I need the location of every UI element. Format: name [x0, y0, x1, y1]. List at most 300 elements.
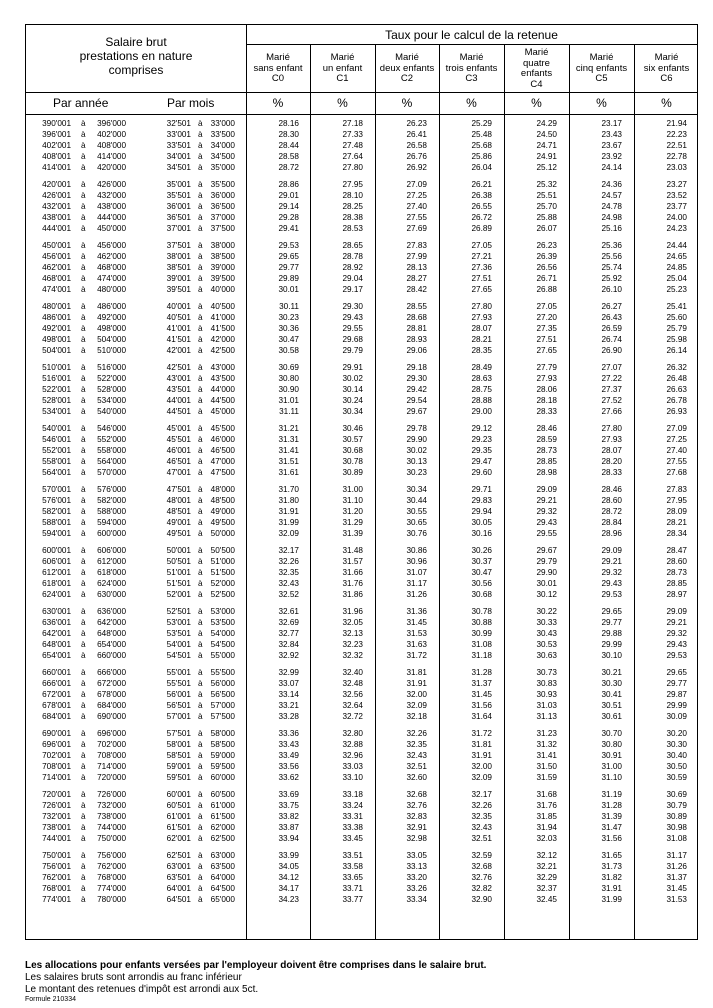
rate-cell-c5: 27.66 — [601, 407, 622, 416]
rate-cell-c3: 28.75 — [471, 385, 492, 394]
range-separator: à — [81, 180, 86, 189]
rate-cell-c6: 30.30 — [666, 740, 687, 749]
rate-cell-c0: 31.80 — [278, 496, 299, 505]
annual-salary-cell: 738'001 — [42, 823, 71, 832]
annual-salary-cell: 540'001 — [42, 424, 71, 433]
rate-cell-c4: 25.12 — [536, 163, 557, 172]
rate-cell-c3: 31.18 — [471, 651, 492, 660]
rate-cell-c6: 24.85 — [666, 263, 687, 272]
annual-salary-cell: 474'000 — [97, 274, 126, 283]
rate-cell-c4: 32.29 — [536, 873, 557, 882]
annual-salary-cell: 420'000 — [97, 163, 126, 172]
rate-cell-c5: 28.72 — [601, 507, 622, 516]
range-separator: à — [81, 895, 86, 904]
rate-cell-c4: 29.79 — [536, 557, 557, 566]
monthly-salary-cell: 51'500 — [210, 568, 235, 577]
rate-cell-c5: 29.09 — [601, 546, 622, 555]
rate-cell-c0: 29.01 — [278, 191, 299, 200]
category-line: Marié — [589, 52, 614, 64]
range-separator: à — [81, 457, 86, 466]
rate-cell-c3: 29.94 — [471, 507, 492, 516]
rate-cell-c1: 28.92 — [342, 263, 363, 272]
rate-cell-c0: 33.07 — [278, 679, 299, 688]
table-row — [26, 395, 697, 406]
monthly-salary-cell: 49'501 — [166, 529, 191, 538]
monthly-salary-cell: 58'000 — [210, 729, 235, 738]
table-row — [26, 345, 697, 356]
monthly-salary-cell: 40'000 — [210, 285, 235, 294]
range-separator: à — [81, 690, 86, 699]
annual-salary-cell: 732'000 — [97, 801, 126, 810]
monthly-salary-cell: 38'001 — [166, 252, 191, 261]
rate-cell-c0: 33.94 — [278, 834, 299, 843]
rate-cell-c6: 22.78 — [666, 152, 687, 161]
range-separator: à — [198, 152, 203, 161]
rate-cell-c0: 33.87 — [278, 823, 299, 832]
range-separator: à — [81, 823, 86, 832]
rate-cell-c6: 31.26 — [666, 862, 687, 871]
rate-cell-c1: 29.55 — [342, 324, 363, 333]
rate-cell-c2: 31.81 — [406, 668, 427, 677]
rate-cell-c1: 30.02 — [342, 374, 363, 383]
rate-cell-c0: 30.58 — [278, 346, 299, 355]
table-row — [26, 589, 697, 600]
rate-cell-c1: 31.39 — [342, 529, 363, 538]
monthly-salary-cell: 48'500 — [210, 496, 235, 505]
monthly-salary-cell: 52'001 — [166, 590, 191, 599]
rate-cell-c0: 32.52 — [278, 590, 299, 599]
range-separator: à — [198, 407, 203, 416]
monthly-salary-cell: 58'501 — [166, 751, 191, 760]
rate-cell-c4: 28.73 — [536, 446, 557, 455]
monthly-salary-cell: 61'001 — [166, 812, 191, 821]
rate-cell-c1: 27.80 — [342, 163, 363, 172]
rate-cell-c1: 31.66 — [342, 568, 363, 577]
rate-cell-c0: 34.05 — [278, 862, 299, 871]
rate-cell-c4: 26.88 — [536, 285, 557, 294]
range-separator: à — [81, 801, 86, 810]
annual-salary-cell: 648'001 — [42, 640, 71, 649]
annual-salary-cell: 438'000 — [97, 202, 126, 211]
table-row — [26, 528, 697, 539]
rate-cell-c6: 30.40 — [666, 751, 687, 760]
rate-cell-c5: 30.10 — [601, 651, 622, 660]
annual-salary-cell: 564'001 — [42, 468, 71, 477]
rate-cell-c4: 25.32 — [536, 180, 557, 189]
rate-cell-c6: 27.25 — [666, 435, 687, 444]
category-line: un enfant — [322, 62, 363, 74]
category-line: deux enfants — [379, 62, 435, 74]
table-row — [26, 140, 697, 151]
range-separator: à — [198, 496, 203, 505]
rate-cell-c5: 31.10 — [601, 773, 622, 782]
rate-cell-c5: 29.43 — [601, 579, 622, 588]
rate-cell-c4: 29.67 — [536, 546, 557, 555]
rate-cell-c0: 31.11 — [279, 407, 299, 416]
annual-salary-cell: 582'001 — [42, 507, 71, 516]
rate-cell-c4: 24.91 — [536, 152, 557, 161]
table-row — [26, 162, 697, 173]
rate-cell-c2: 33.34 — [406, 895, 427, 904]
rate-cell-c5: 28.46 — [601, 485, 622, 494]
category-line: Marié — [524, 47, 549, 58]
range-separator: à — [198, 274, 203, 283]
rate-cell-c6: 24.44 — [666, 241, 687, 250]
monthly-salary-cell: 50'001 — [166, 546, 191, 555]
annual-salary-cell: 570'001 — [42, 485, 71, 494]
rate-cell-c3: 28.07 — [471, 324, 492, 333]
monthly-salary-cell: 35'001 — [166, 180, 191, 189]
monthly-salary-cell: 60'500 — [210, 790, 235, 799]
rate-cell-c3: 31.56 — [471, 701, 492, 710]
rate-cell-c3: 30.26 — [471, 546, 492, 555]
annual-salary-cell: 648'000 — [97, 629, 126, 638]
rate-cell-c6: 21.94 — [666, 119, 687, 128]
rate-cell-c0: 30.47 — [278, 335, 299, 344]
rate-cell-c3: 30.05 — [471, 518, 492, 527]
range-separator: à — [198, 180, 203, 189]
monthly-salary-cell: 58'500 — [210, 740, 235, 749]
rate-cell-c3: 31.72 — [471, 729, 492, 738]
rate-cell-c5: 28.20 — [601, 457, 622, 466]
rate-cell-c0: 31.01 — [278, 396, 299, 405]
range-separator: à — [81, 274, 86, 283]
range-separator: à — [198, 823, 203, 832]
rate-cell-c6: 30.69 — [666, 790, 687, 799]
header-divider — [26, 114, 697, 115]
rate-cell-c0: 32.35 — [278, 568, 299, 577]
rate-cell-c6: 30.89 — [666, 812, 687, 821]
table-row — [26, 711, 697, 722]
rate-cell-c0: 30.69 — [278, 363, 299, 372]
range-separator: à — [81, 651, 86, 660]
monthly-salary-cell: 50'000 — [210, 529, 235, 538]
rate-cell-c6: 29.77 — [666, 679, 687, 688]
range-separator: à — [81, 363, 86, 372]
rate-cell-c2: 32.68 — [406, 790, 427, 799]
rate-cell-c1: 30.89 — [342, 468, 363, 477]
monthly-salary-cell: 46'001 — [166, 446, 191, 455]
monthly-salary-cell: 49'001 — [166, 518, 191, 527]
annual-salary-cell: 696'000 — [97, 729, 126, 738]
rate-cell-c5: 27.93 — [601, 435, 622, 444]
rate-cell-c0: 32.17 — [278, 546, 299, 555]
rate-cell-c2: 30.55 — [406, 507, 427, 516]
rate-cell-c5: 31.82 — [601, 873, 622, 882]
annual-salary-cell: 774'000 — [97, 884, 126, 893]
table-row — [26, 179, 697, 190]
rate-cell-c4: 30.53 — [536, 640, 557, 649]
rate-cell-c0: 31.41 — [278, 446, 299, 455]
rate-cell-c5: 30.61 — [601, 712, 622, 721]
range-separator: à — [198, 119, 203, 128]
monthly-salary-cell: 41'501 — [166, 335, 191, 344]
monthly-salary-cell: 63'500 — [210, 862, 235, 871]
footer-note: Les salaires bruts sont arrondis au franc inférieur — [25, 972, 242, 983]
rate-cell-c3: 31.37 — [471, 679, 492, 688]
monthly-salary-cell: 64'500 — [210, 884, 235, 893]
table-row — [26, 151, 697, 162]
range-separator: à — [81, 884, 86, 893]
rate-cell-c5: 27.07 — [601, 363, 622, 372]
monthly-salary-cell: 51'000 — [210, 557, 235, 566]
category-line: Marié — [266, 52, 290, 64]
rate-cell-c5: 31.73 — [601, 862, 622, 871]
rate-cell-c5: 31.91 — [601, 884, 622, 893]
monthly-salary-cell: 35'500 — [210, 180, 235, 189]
table-row — [26, 617, 697, 628]
monthly-salary-cell: 43'500 — [210, 374, 235, 383]
annual-salary-cell: 498'001 — [42, 335, 71, 344]
range-separator: à — [81, 773, 86, 782]
range-separator: à — [198, 141, 203, 150]
monthly-salary-cell: 43'501 — [166, 385, 191, 394]
annual-salary-cell: 522'001 — [42, 385, 71, 394]
range-separator: à — [198, 712, 203, 721]
range-separator: à — [198, 884, 203, 893]
table-row — [26, 434, 697, 445]
rate-cell-c0: 34.23 — [278, 895, 299, 904]
rate-cell-c5: 26.59 — [601, 324, 622, 333]
rate-cell-c1: 33.77 — [342, 895, 363, 904]
annual-salary-cell: 714'001 — [42, 773, 71, 782]
rate-cell-c5: 23.17 — [601, 119, 622, 128]
rate-cell-c4: 27.35 — [536, 324, 557, 333]
rate-cell-c2: 33.20 — [406, 873, 427, 882]
range-separator: à — [198, 457, 203, 466]
rate-cell-c4: 30.63 — [536, 651, 557, 660]
monthly-salary-cell: 59'000 — [210, 751, 235, 760]
table-row — [26, 129, 697, 140]
rate-cell-c3: 31.64 — [471, 712, 492, 721]
rate-cell-c4: 32.12 — [536, 851, 557, 860]
range-separator: à — [81, 873, 86, 882]
annual-salary-cell: 744'001 — [42, 834, 71, 843]
range-separator: à — [81, 213, 86, 222]
annual-salary-cell: 690'000 — [97, 712, 126, 721]
monthly-salary-cell: 39'501 — [166, 285, 191, 294]
rate-cell-c1: 33.03 — [342, 762, 363, 771]
range-separator: à — [81, 546, 86, 555]
rate-cell-c3: 32.82 — [471, 884, 492, 893]
rate-cell-c6: 22.51 — [666, 141, 687, 150]
rate-cell-c2: 29.67 — [406, 407, 427, 416]
annual-salary-cell: 768'001 — [42, 884, 71, 893]
range-separator: à — [198, 263, 203, 272]
rate-cell-c4: 30.43 — [536, 629, 557, 638]
annual-salary-cell: 456'001 — [42, 252, 71, 261]
rate-cell-c3: 30.78 — [471, 607, 492, 616]
monthly-salary-cell: 49'000 — [210, 507, 235, 516]
monthly-salary-cell: 38'501 — [166, 263, 191, 272]
range-separator: à — [81, 590, 86, 599]
range-separator: à — [198, 213, 203, 222]
tax-rate-table — [25, 24, 698, 940]
rate-cell-c5: 30.80 — [601, 740, 622, 749]
rate-cell-c0: 30.23 — [278, 313, 299, 322]
rate-cell-c3: 32.35 — [471, 812, 492, 821]
rate-cell-c2: 28.55 — [406, 302, 427, 311]
range-separator: à — [198, 485, 203, 494]
range-separator: à — [198, 163, 203, 172]
rate-cell-c0: 28.44 — [278, 141, 299, 150]
rate-cell-c1: 31.86 — [342, 590, 363, 599]
rate-cell-c4: 31.94 — [536, 823, 557, 832]
rate-cell-c1: 30.68 — [342, 446, 363, 455]
range-separator: à — [81, 729, 86, 738]
rate-cell-c0: 31.99 — [278, 518, 299, 527]
rate-cell-c1: 30.57 — [342, 435, 363, 444]
monthly-salary-cell: 42'000 — [210, 335, 235, 344]
monthly-salary-cell: 38'500 — [210, 252, 235, 261]
rate-cell-c2: 32.35 — [406, 740, 427, 749]
rate-cell-c5: 30.30 — [601, 679, 622, 688]
annual-salary-cell: 432'001 — [42, 202, 71, 211]
rate-cell-c4: 30.12 — [536, 590, 557, 599]
annual-salary-cell: 774'001 — [42, 895, 71, 904]
rate-cell-c2: 30.13 — [406, 457, 427, 466]
rate-cell-c5: 23.67 — [601, 141, 622, 150]
rate-cell-c0: 29.53 — [278, 241, 299, 250]
rate-cell-c4: 26.56 — [536, 263, 557, 272]
monthly-salary-cell: 56'000 — [210, 679, 235, 688]
rate-cell-c6: 30.59 — [666, 773, 687, 782]
range-separator: à — [198, 834, 203, 843]
table-row — [26, 190, 697, 201]
rate-cell-c0: 30.36 — [278, 324, 299, 333]
range-separator: à — [81, 202, 86, 211]
table-row — [26, 334, 697, 345]
table-row — [26, 212, 697, 223]
table-row — [26, 606, 697, 617]
rate-cell-c6: 25.04 — [666, 274, 687, 283]
rate-cell-c2: 29.18 — [406, 363, 427, 372]
rate-cell-c3: 28.88 — [471, 396, 492, 405]
annual-salary-cell: 726'001 — [42, 801, 71, 810]
annual-salary-cell: 576'000 — [97, 485, 126, 494]
category-line: C4 — [530, 78, 543, 90]
rate-cell-c4: 25.88 — [536, 213, 557, 222]
monthly-salary-cell: 65'000 — [210, 895, 235, 904]
salaire-brut-heading — [26, 35, 246, 77]
rate-cell-c6: 29.99 — [666, 701, 687, 710]
rate-cell-c0: 33.14 — [278, 690, 299, 699]
monthly-salary-cell: 58'001 — [166, 740, 191, 749]
rate-cell-c5: 27.22 — [601, 374, 622, 383]
rate-cell-c2: 29.78 — [406, 424, 427, 433]
rate-cell-c1: 32.40 — [342, 668, 363, 677]
rate-cell-c6: 23.27 — [666, 180, 687, 189]
rate-cell-c2: 31.36 — [406, 607, 427, 616]
rate-cell-c2: 33.13 — [406, 862, 427, 871]
rate-cell-c3: 25.48 — [471, 130, 492, 139]
monthly-salary-cell: 56'500 — [210, 690, 235, 699]
rate-cell-c3: 25.68 — [471, 141, 492, 150]
category-header-c4 — [504, 45, 569, 93]
rate-cell-c1: 28.78 — [342, 252, 363, 261]
percent-unit: % — [272, 96, 284, 110]
rate-cell-c3: 31.45 — [471, 690, 492, 699]
annual-salary-cell: 540'000 — [97, 407, 126, 416]
rate-cell-c2: 26.76 — [406, 152, 427, 161]
annual-salary-cell: 762'001 — [42, 873, 71, 882]
annual-salary-cell: 600'001 — [42, 546, 71, 555]
monthly-salary-cell: 55'501 — [166, 679, 191, 688]
range-separator: à — [81, 790, 86, 799]
rate-cell-c4: 29.43 — [536, 518, 557, 527]
monthly-salary-cell: 34'000 — [210, 141, 235, 150]
rate-cell-c3: 32.09 — [471, 773, 492, 782]
rate-cell-c1: 33.10 — [342, 773, 363, 782]
rate-cell-c1: 33.18 — [342, 790, 363, 799]
rate-cell-c0: 28.30 — [278, 130, 299, 139]
rate-cell-c2: 28.42 — [406, 285, 427, 294]
rate-cell-c5: 25.36 — [601, 241, 622, 250]
rate-cell-c1: 33.58 — [342, 862, 363, 871]
range-separator: à — [81, 485, 86, 494]
rate-cell-c3: 32.51 — [471, 834, 492, 843]
annual-salary-cell: 396'000 — [97, 119, 126, 128]
rate-cell-c3: 30.47 — [471, 568, 492, 577]
monthly-salary-cell: 54'001 — [166, 640, 191, 649]
rate-cell-c5: 27.37 — [601, 385, 622, 394]
monthly-salary-cell: 39'500 — [210, 274, 235, 283]
rate-cell-c6: 23.52 — [666, 191, 687, 200]
range-separator: à — [198, 679, 203, 688]
rate-cell-c3: 29.83 — [471, 496, 492, 505]
rate-cell-c3: 29.00 — [471, 407, 492, 416]
annual-salary-cell: 612'001 — [42, 568, 71, 577]
range-separator: à — [81, 751, 86, 760]
rate-cell-c6: 31.53 — [666, 895, 687, 904]
monthly-salary-cell: 37'000 — [210, 213, 235, 222]
rate-cell-c4: 26.07 — [536, 224, 557, 233]
range-separator: à — [198, 773, 203, 782]
rate-cell-c0: 33.99 — [278, 851, 299, 860]
rate-cell-c2: 30.02 — [406, 446, 427, 455]
monthly-salary-cell: 41'000 — [210, 313, 235, 322]
range-separator: à — [198, 568, 203, 577]
rate-cell-c2: 28.27 — [406, 274, 427, 283]
category-line: cinq enfants — [575, 62, 628, 74]
monthly-salary-cell: 35'501 — [166, 191, 191, 200]
range-separator: à — [81, 618, 86, 627]
monthly-salary-cell: 57'000 — [210, 701, 235, 710]
rate-cell-c0: 32.69 — [278, 618, 299, 627]
annual-salary-cell: 636'000 — [97, 607, 126, 616]
annual-salary-cell: 642'000 — [97, 618, 126, 627]
rate-cell-c4: 31.59 — [536, 773, 557, 782]
rate-cell-c2: 26.23 — [406, 119, 427, 128]
rate-cell-c5: 31.28 — [601, 801, 622, 810]
range-separator: à — [198, 507, 203, 516]
table-row — [26, 861, 697, 872]
rate-cell-c6: 29.65 — [666, 668, 687, 677]
footer-note-bold: Les allocations pour enfants versées par l'employeur doivent être comprises dans le salaire brut. — [25, 960, 487, 971]
rate-cell-c0: 32.43 — [278, 579, 299, 588]
table-row — [26, 445, 697, 456]
rate-cell-c3: 26.55 — [471, 202, 492, 211]
monthly-salary-cell: 41'001 — [166, 324, 191, 333]
rate-cell-c3: 28.35 — [471, 346, 492, 355]
rate-cell-c4: 28.46 — [536, 424, 557, 433]
range-separator: à — [198, 385, 203, 394]
annual-salary-cell: 390'001 — [42, 119, 71, 128]
monthly-salary-cell: 44'500 — [210, 396, 235, 405]
monthly-salary-cell: 34'500 — [210, 152, 235, 161]
taux-heading: Taux pour le calcul de la retenue — [385, 28, 558, 42]
percent-unit: % — [596, 96, 607, 110]
